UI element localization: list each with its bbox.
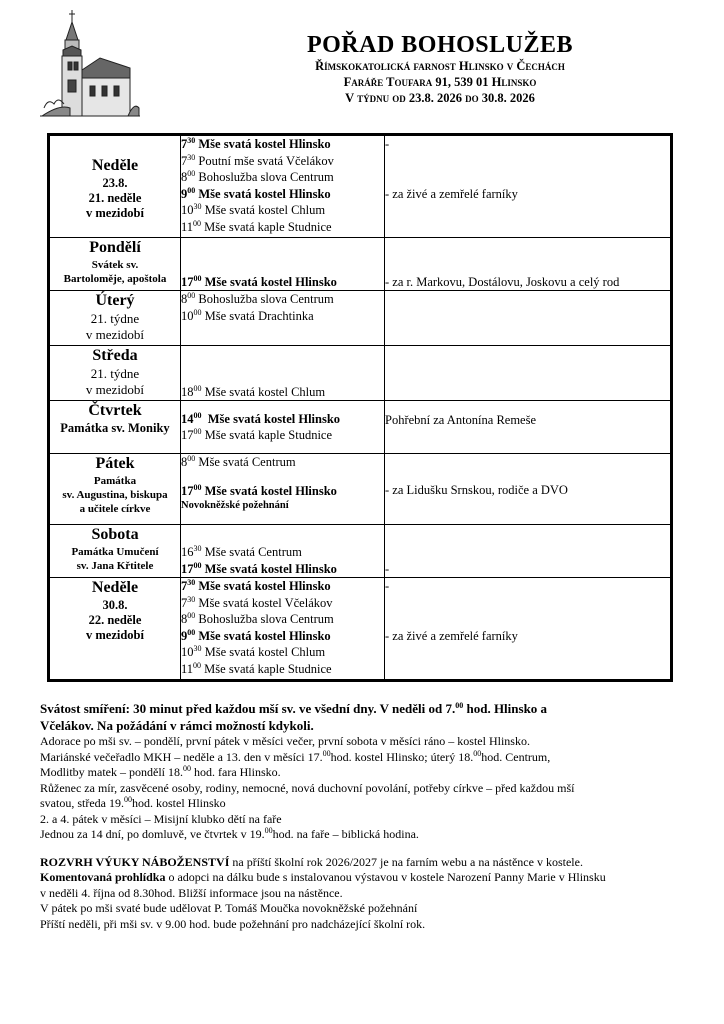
intention-cell [385, 291, 672, 346]
day-cell: Pátek Památka sv. Augustina, biskupa a učitele církve [49, 454, 181, 525]
mass-cell: $16^{30}$ Mše svatá Centrum $17^{00}$ Mše svatá kostel Hlinsko [181, 525, 385, 578]
table-row [49, 291, 672, 346]
mass-cell: $8^{00}$ Mše svatá Centrum $17^{00}$ Mše svatá kostel Hlinsko Novokněžské požehnání [181, 454, 385, 525]
day-cell: Sobota Památka Umučení sv. Jana Křtitele [49, 525, 181, 578]
schedule-table [47, 133, 673, 682]
religion-schedule-note: ROZVRH VÝUKY NÁBOŽENSTVÍ na příští školní rok 2026/2027 je na farním webu a na nástěnce v kostele. [40, 854, 583, 869]
intention-cell [385, 346, 672, 401]
mass-cell: $18^{00}$ Mše svatá kostel Chlum [181, 346, 385, 401]
table-row [49, 401, 672, 454]
mass-cell: $7^{30}$ Mše svatá kostel Hlinsko $7^{30}$ Poutní mše svatá Včelákov $8^{00}$ Bohoslužba slova Centrum $9^{00}$ Mše svatá kostel Hlinsko $10^{30}$ Mše svatá kostel Chlum $11^{00}$ Mše svatá kaple Studnice [181, 135, 385, 238]
parish-name: Římskokatolická farnost Hlinsko v Čechách [315, 59, 565, 73]
adoration-note: Adorace po mši sv. – pondělí, první pátek v měsíci večer, první sobota v měsíci ráno – kostel Hlinsko. [40, 734, 530, 748]
table-row [49, 525, 672, 578]
mass-cell: $14^{00}$ Mše svatá kostel Hlinsko $17^{00}$ Mše svatá kaple Studnice [181, 401, 385, 454]
intention-cell: - za r. Markovu, Dostálovu, Joskovu a celý rod [385, 238, 672, 291]
parish-address: Faráře Toufara 91, 539 01 Hlinsko [343, 75, 537, 89]
intention-cell: - - za živé a zemřelé farníky [385, 578, 672, 681]
day-cell: Čtvrtek Památka sv. Moniky [49, 401, 181, 454]
document-header [250, 32, 630, 106]
day-cell: Neděle 23.8. 21. neděle v mezidobí [49, 135, 181, 238]
day-cell: Úterý 21. týdne v mezidobí [49, 291, 181, 346]
table-row [49, 578, 672, 681]
church-logo [40, 8, 140, 126]
day-cell: Pondělí Svátek sv. Bartoloměje, apoštola [49, 238, 181, 291]
intention-cell: - za Lidušku Srnskou, rodiče a DVO [385, 454, 672, 525]
mass-cell: $8^{00}$ Bohoslužba slova Centrum $10^{00}$ Mše svatá Drachtinka [181, 291, 385, 346]
day-cell: Neděle 30.8. 22. neděle v mezidobí [49, 578, 181, 681]
table-row [49, 135, 672, 238]
notes-section: Svátost smíření: 30 minut před každou mší sv. ve všední dny. V neděli od 7.00 hod. Hlinsko a Včelákov. Na požádání v rámci možností kdykoli. Adorace po mši sv. – pondělí, první pátek v měsíci večer, první sobota v měsíci ráno – kostel Hlinsko. Mariánské večeřadlo MKH – neděle a 13. den v měsíci 17.00hod. kostel Hlinsko; úterý 18.00hod. Centrum, Modlitby matek – pondělí 18.00 hod. fara Hlinsko. Růženec za mír, zasvěcené osoby, rodiny, nemocné, nová duchovní povolání, potřeby církve – před každou mší svatou, středa 19.00hod. kostel Hlinsko 2. a 4. pátek v měsíci – Misijní klubko dětí na faře Jednou za 14 dní, po domluvě, ve čtvrtek v 19.00hod. na faře – biblická hodina. ROZVRH VÝUKY NÁBOŽENSTVÍ na příští školní rok 2026/2027 je na farním webu a na nástěnce v kostele. Komentovaná prohlídka o adopci na dálku bude s instalovanou výstavou v kostele Narození Panny Marie v Hlinsku v neděli 4. října od 8.30hod. Bližší informace jsou na nástěnce. V pátek po mši svaté bude udělovat P. Tomáš Moučka novokněžské požehnání Příští neděli, při mši sv. v 9.00 hod. bude požehnání pro nadcházející školní rok. [40, 700, 680, 932]
intention-cell: - [385, 525, 672, 578]
intention-cell: Pohřební za Antonína Remeše [385, 401, 672, 454]
table-row [49, 346, 672, 401]
week-range: V týdnu od 23.8. 2026 do 30.8. 2026 [345, 91, 535, 105]
table-row [49, 238, 672, 291]
day-cell: Středa 21. týdne v mezidobí [49, 346, 181, 401]
table-row [49, 454, 672, 525]
mass-cell: $7^{30}$ Mše svatá kostel Hlinsko $7^{30}$ Mše svatá kostel Včelákov $8^{00}$ Bohoslužba slova Centrum $9^{00}$ Mše svatá kostel Hlinsko $10^{30}$ Mše svatá kostel Chlum $11^{00}$ Mše svatá kaple Studnice [181, 578, 385, 681]
confession-note: Svátost smíření: 30 minut před každou mší sv. ve všední dny. V neděli od 7.00 hod. Hlinsko a [40, 701, 548, 716]
intention-cell: - - za živé a zemřelé farníky [385, 135, 672, 238]
mass-cell: $17^{00}$ Mše svatá kostel Hlinsko [181, 238, 385, 291]
document-title: POŘAD BOHOSLUŽEB [306, 32, 574, 58]
